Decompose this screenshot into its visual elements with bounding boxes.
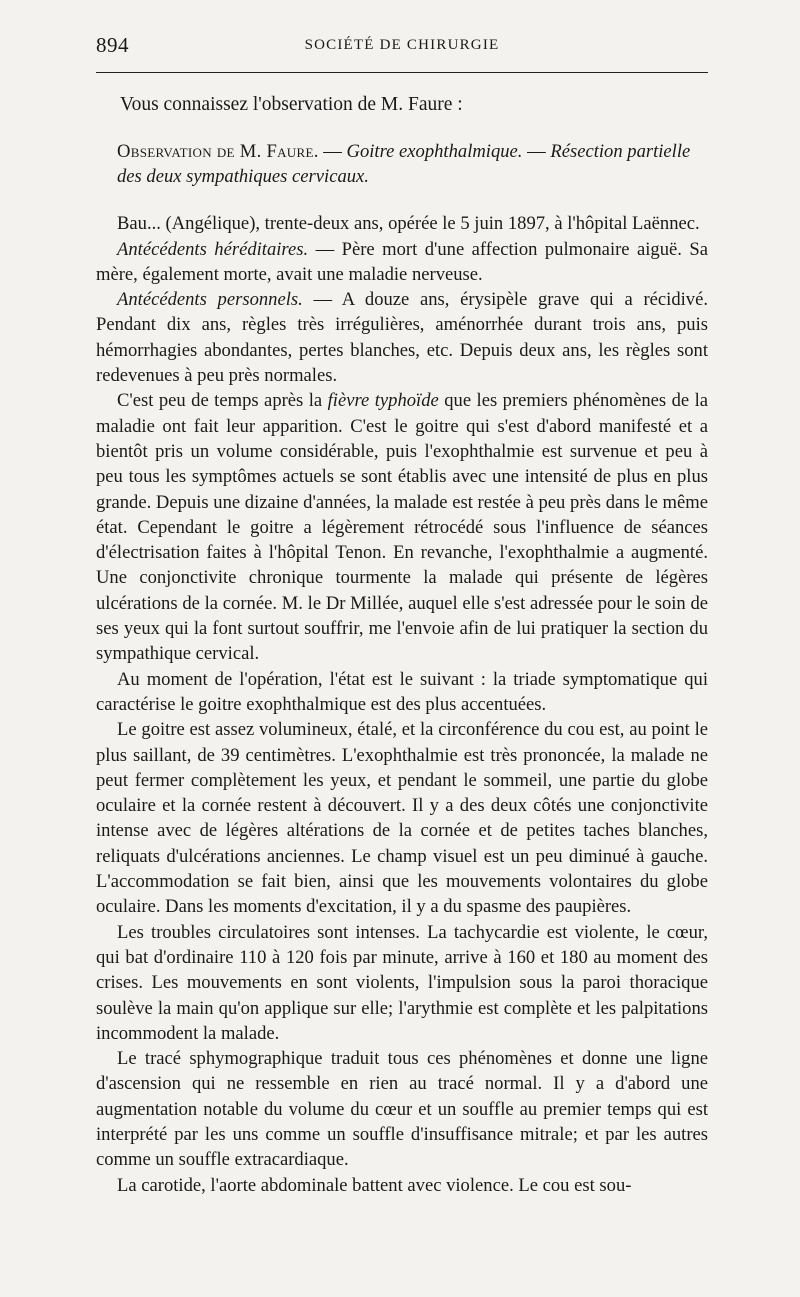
- history-text: que les premiers phénomènes de la maladie ont fait leur apparition. C'est le goitre qui s'est d'abord manifesté et a bientôt pris un volume considérable, puis l'exophthalmie est survenue et peu à peu tous les symptômes actuels se sont établis avec une intensité de plus en plus grande. Depuis une dizaine d'années, la malade est restée à peu près dans le même état. Cependant le goitre a légèrement rétrocédé sous l'influence de séances d'électrisation faites à l'hôpital Tenon. En revanche, l'exophthalmie a augmenté. Une conjonctivite chronique tourmente la malade qui présente de légères ulcérations de la cornée. M. le Dr Millée, auquel elle s'est adressée pour le soin de ses yeux qui la font surtout souffrir, me l'envoie afin de lui pratiquer la section du sympathique cervical.: [96, 390, 708, 665]
- body-paragraph: Les troubles circulatoires sont intenses. La tachycardie est violente, le cœur, qui bat d'ordinaire 110 à 120 fois par minute, arrive à 160 et 180 au moment des crises. Les mouvements en sont violents, l'impulsion sous la paroi thoracique soulève la main qu'on applique sur elle; l'arythmie est complète et les palpitations incommodent la malade.: [96, 921, 708, 1044]
- history-italic: fièvre typhoïde: [327, 390, 439, 412]
- personal-text: — A douze ans, érysipèle grave qui a récidivé. Pendant dix ans, règles très irrégulières, aménorrhée durant trois ans, puis hémorrhagies abondantes, pertes blanches, etc. Depuis deux ans, les règles sont redevenues à peu près normales.: [96, 289, 708, 387]
- body-paragraph: Au moment de l'opération, l'état est le suivant : la triade symptomatique qui caractérise le goitre exophthalmique est des plus accentuées.: [96, 668, 708, 715]
- running-title: SOCIÉTÉ DE CHIRURGIE: [304, 37, 500, 53]
- page-number: 894: [96, 33, 129, 57]
- diagnosis-title: Goitre exophthalmique.: [346, 141, 523, 163]
- body-paragraph: Le goitre est assez volumineux, étalé, et la circonférence du cou est, au point le plus saillant, de 39 centimètres. L'exophthalmie est très prononcée, la malade ne peut fermer complètement les yeux, et pendant le sommeil, une partie du globe oculaire et la cornée restent à découvert. Il y a des deux côtés une conjonctivite intense avec de légères altérations de la cornée et de petites taches blanches, reliquats d'ulcérations anciennes. Le champ visuel est un peu diminué à gauche. L'accommodation se fait bien, ainsi que les mouvements volontaires du globe oculaire. Dans les moments d'excitation, il y a du spasme des paupières.: [96, 719, 708, 918]
- body-paragraph: La carotide, l'aorte abdominale battent avec violence. Le cou est sou-: [117, 1174, 632, 1196]
- intro-paragraph: Vous connaissez l'observation de M. Faure :: [120, 94, 463, 115]
- observation-heading: [96, 139, 708, 189]
- personal-paragraph: [96, 287, 708, 388]
- hereditary-paragraph: [96, 237, 708, 288]
- article-body: [96, 92, 708, 1198]
- hereditary-text: — Père mort d'une affection pulmonaire aiguë. Sa mère, également morte, avait une maladie nerveuse.: [96, 238, 708, 285]
- heading-dash: —: [318, 141, 347, 163]
- running-head: [96, 33, 708, 61]
- hereditary-label: Antécédents héréditaires.: [117, 238, 309, 260]
- heading-dash: —: [522, 141, 551, 163]
- observation-label: Observation de M. Faure.: [117, 141, 319, 163]
- procedure-title: Résection partielle des deux sympathiques cervicaux.: [117, 141, 691, 188]
- body-paragraph: Le tracé sphymographique traduit tous ces phénomènes et donne une ligne d'ascension qui ne ressemble en rien au tracé normal. Il y a d'abord une augmentation notable du volume du cœur et un souffle au premier temps qui est interprété par les uns comme un souffle d'insuffisance mitrale; et par les autres comme un souffle extracardiaque.: [96, 1048, 708, 1171]
- patient-paragraph: Bau... (Angélique), trente-deux ans, opérée le 5 juin 1897, à l'hôpital Laënnec.: [117, 213, 700, 235]
- personal-label: Antécédents personnels.: [117, 289, 303, 311]
- history-text: C'est peu de temps après la: [117, 390, 328, 412]
- header-rule: [96, 72, 708, 73]
- history-paragraph: [96, 388, 708, 666]
